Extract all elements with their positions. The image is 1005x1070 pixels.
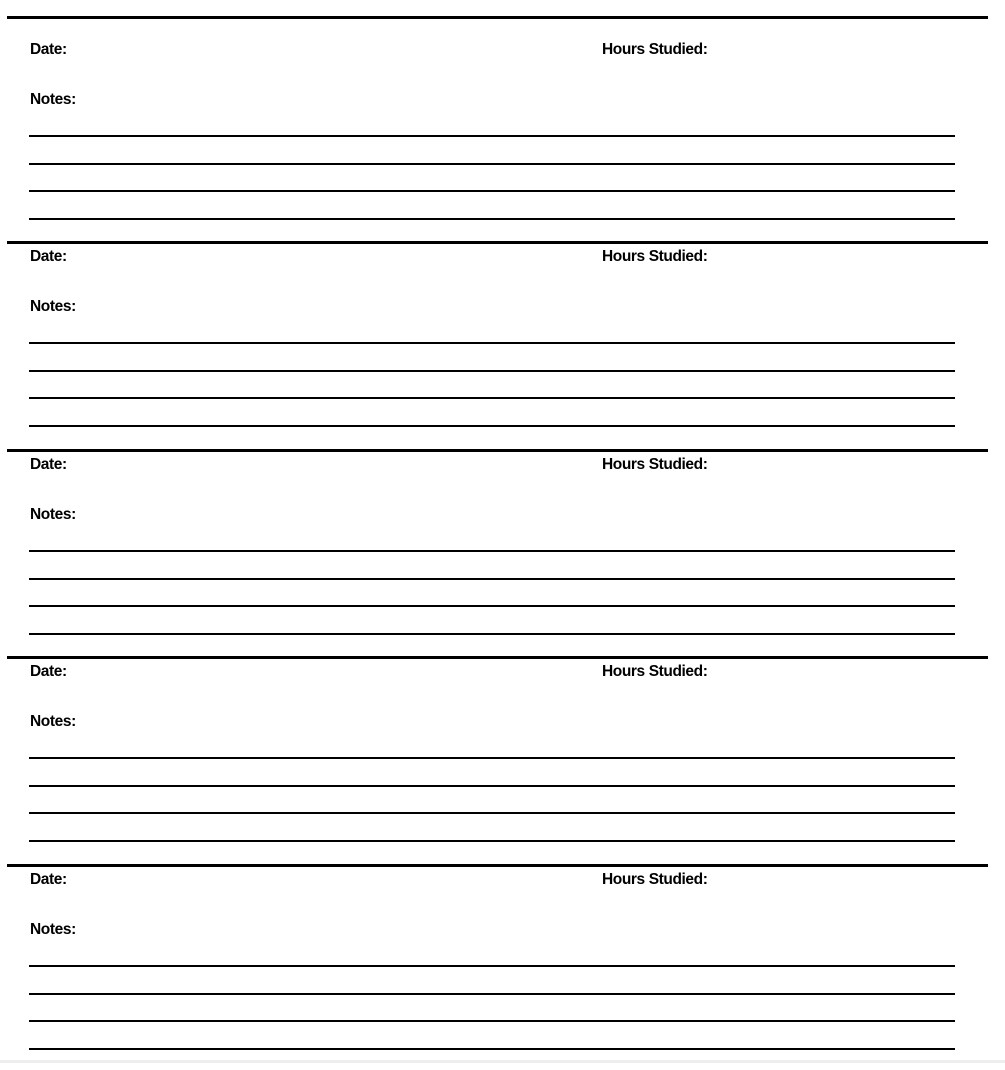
notes-line xyxy=(29,578,955,580)
hours-studied-label: Hours Studied: xyxy=(602,663,708,680)
notes-line xyxy=(29,840,955,842)
study-log-entry-1 xyxy=(0,35,1005,240)
notes-label: Notes: xyxy=(30,91,76,108)
date-label: Date: xyxy=(30,41,67,58)
notes-line xyxy=(29,218,955,220)
notes-line xyxy=(29,1048,955,1050)
date-label: Date: xyxy=(30,663,67,680)
notes-line xyxy=(29,550,955,552)
notes-line xyxy=(29,965,955,967)
notes-line xyxy=(29,342,955,344)
notes-label: Notes: xyxy=(30,298,76,315)
date-label: Date: xyxy=(30,871,67,888)
study-log-entry-4 xyxy=(0,657,1005,862)
notes-line xyxy=(29,633,955,635)
hours-studied-label: Hours Studied: xyxy=(602,41,708,58)
hours-studied-label: Hours Studied: xyxy=(602,871,708,888)
notes-line xyxy=(29,135,955,137)
section-divider xyxy=(7,241,988,244)
section-divider xyxy=(7,656,988,659)
notes-line xyxy=(29,397,955,399)
notes-line xyxy=(29,757,955,759)
section-divider xyxy=(7,864,988,867)
notes-line xyxy=(29,425,955,427)
hours-studied-label: Hours Studied: xyxy=(602,456,708,473)
date-label: Date: xyxy=(30,456,67,473)
study-log-entry-3 xyxy=(0,450,1005,655)
notes-line xyxy=(29,370,955,372)
notes-line xyxy=(29,1020,955,1022)
section-divider xyxy=(7,449,988,452)
top-divider xyxy=(7,16,988,19)
hours-studied-label: Hours Studied: xyxy=(602,248,708,265)
notes-label: Notes: xyxy=(30,921,76,938)
notes-line xyxy=(29,785,955,787)
notes-line xyxy=(29,190,955,192)
study-log-entry-5 xyxy=(0,865,1005,1070)
notes-line xyxy=(29,812,955,814)
notes-line xyxy=(29,993,955,995)
study-log-entry-2 xyxy=(0,242,1005,447)
date-label: Date: xyxy=(30,248,67,265)
notes-line xyxy=(29,605,955,607)
notes-label: Notes: xyxy=(30,713,76,730)
notes-line xyxy=(29,163,955,165)
notes-label: Notes: xyxy=(30,506,76,523)
